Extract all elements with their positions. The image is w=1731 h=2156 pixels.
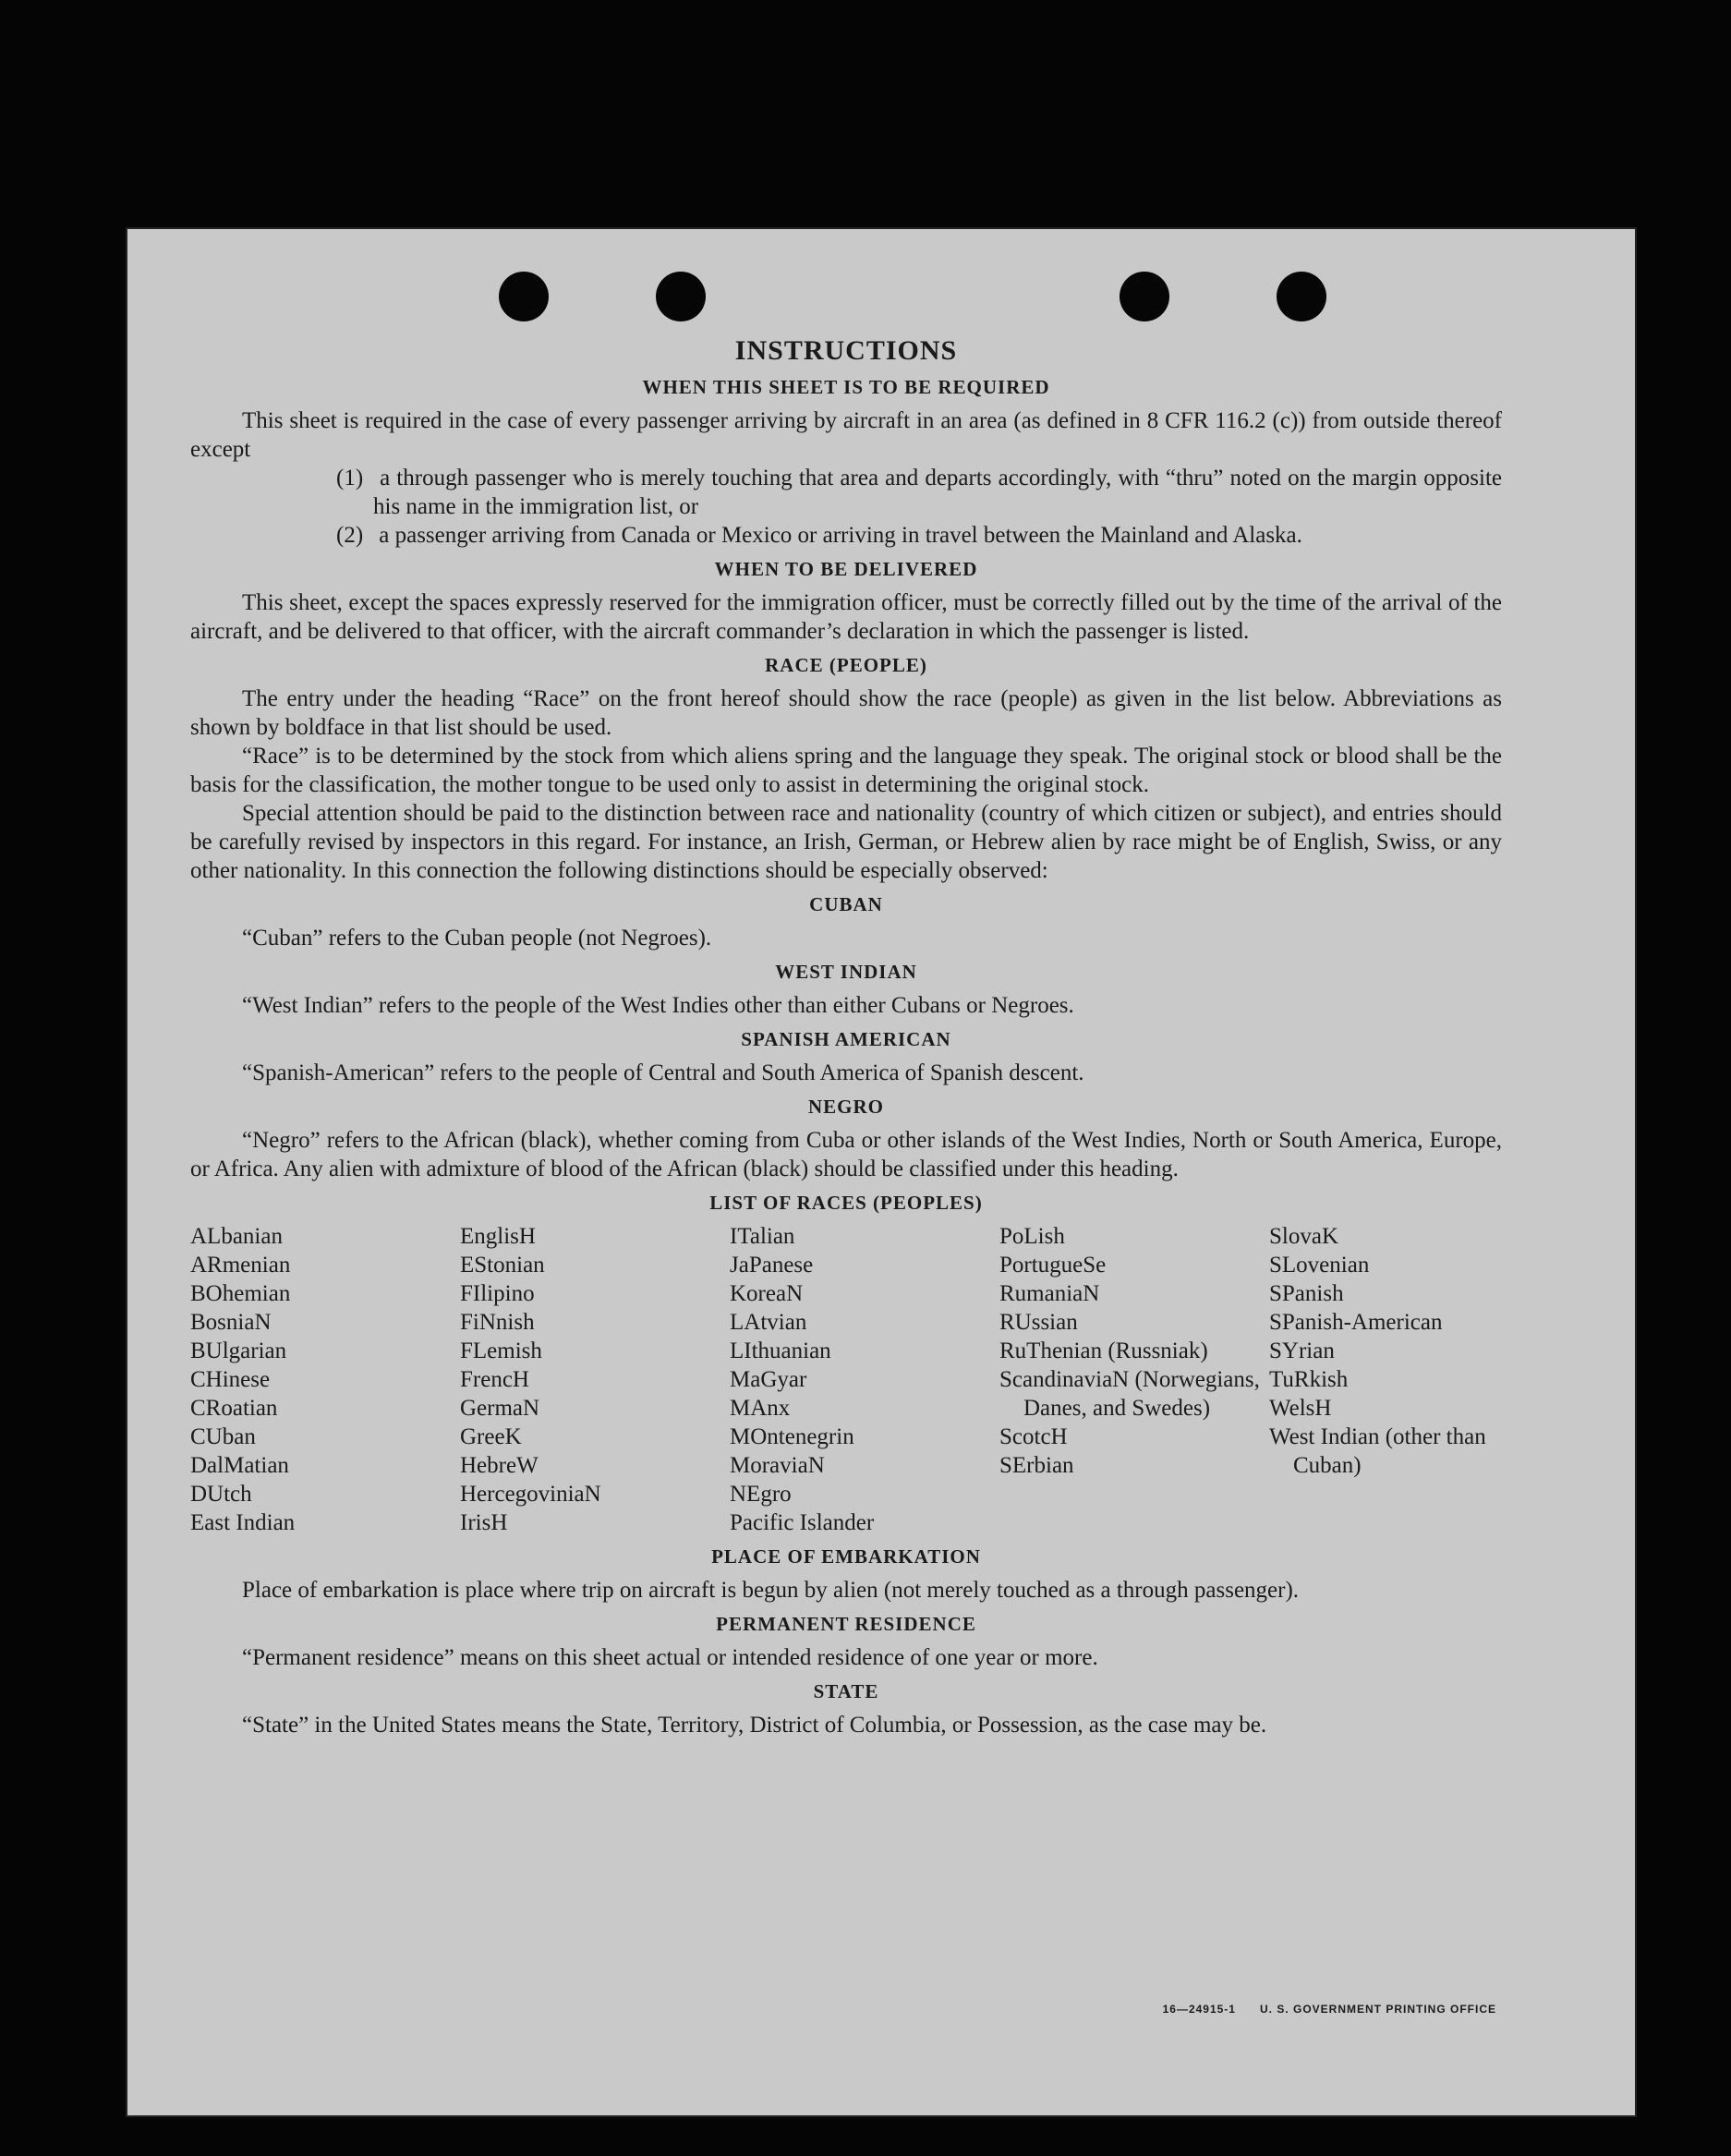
race-item: LIthuanian	[730, 1338, 831, 1363]
form-number: 16—24915-1	[1162, 2003, 1236, 2016]
exception-item	[190, 521, 1502, 550]
race-item: WelsH	[1269, 1396, 1332, 1421]
spanish-american-text: “Spanish-American” refers to the people of Central and South America of Spanish descent.	[242, 1060, 1084, 1085]
race-item: ALbanian	[190, 1224, 283, 1249]
state-text: “State” in the United States means the State, Territory, District of Columbia, or Possession, as the case may be.	[242, 1713, 1267, 1738]
race-item: RumaniaN	[999, 1281, 1100, 1306]
exception-number: (2)	[336, 523, 364, 548]
race-item: SlovaK	[1269, 1224, 1338, 1249]
race-item: HebreW	[460, 1453, 539, 1478]
punch-hole	[1120, 272, 1169, 321]
heading-cuban: CUBAN	[809, 893, 883, 915]
race-item: KoreaN	[730, 1281, 804, 1306]
race-item: FLemish	[460, 1338, 542, 1363]
cuban-text: “Cuban” refers to the Cuban people (not Negroes).	[242, 926, 712, 951]
race-item: HercegoviniaN	[460, 1482, 601, 1507]
race-item: LAtvian	[730, 1310, 807, 1335]
race-paragraph: The entry under the heading “Race” on the front hereof should show the race (people) as given in the list below. Abbreviations as shown by boldface in that list should be used.	[190, 686, 1502, 740]
instructions-content	[190, 335, 1502, 1739]
race-item: SPanish	[1269, 1281, 1344, 1306]
race-item: JaPanese	[730, 1253, 814, 1278]
race-item: BUlgarian	[190, 1338, 287, 1363]
race-item: ScandinaviaN (Norwegians, Danes, and Swedes)	[999, 1367, 1260, 1421]
race-item: CHinese	[190, 1367, 271, 1392]
punch-hole	[656, 272, 706, 321]
printer-credit: U. S. GOVERNMENT PRINTING OFFICE	[1259, 2003, 1496, 2016]
heading-negro: NEGRO	[807, 1096, 884, 1118]
race-item: West Indian (other than Cuban)	[1269, 1424, 1486, 1478]
race-item: TuRkish	[1269, 1367, 1349, 1392]
race-item: SPanish-American	[1269, 1310, 1443, 1335]
punch-hole	[1277, 272, 1326, 321]
heading-when-delivered: WHEN TO BE DELIVERED	[714, 558, 978, 580]
race-item: MAnx	[730, 1396, 791, 1421]
race-item: FiNnish	[460, 1310, 535, 1335]
race-item: SLovenian	[1269, 1253, 1370, 1278]
race-item: GermaN	[460, 1396, 540, 1421]
race-item: BosniaN	[190, 1310, 272, 1335]
race-item: PoLish	[999, 1224, 1065, 1249]
races-list	[190, 1222, 1502, 1537]
race-item: RUssian	[999, 1310, 1078, 1335]
race-item: DalMatian	[190, 1453, 289, 1478]
race-item: MaGyar	[730, 1367, 807, 1392]
race-item: SErbian	[999, 1453, 1074, 1478]
heading-when-required: WHEN THIS SHEET IS TO BE REQUIRED	[642, 376, 1050, 398]
footer	[1139, 2003, 1496, 2016]
races-column	[730, 1222, 999, 1537]
embarkation-text: Place of embarkation is place where trip on aircraft is begun by alien (not merely touched as a through passenger).	[242, 1578, 1300, 1603]
when-required-intro: This sheet is required in the case of every passenger arriving by aircraft in an area (as defined in 8 CFR 116.2 (c)) from outside thereof except	[190, 408, 1502, 462]
heading-list-of-races: LIST OF RACES (PEOPLES)	[709, 1192, 983, 1214]
heading-state: STATE	[813, 1680, 879, 1702]
heading-west-indian: WEST INDIAN	[775, 961, 917, 983]
race-item: FIlipino	[460, 1281, 535, 1306]
race-item: NEgro	[730, 1482, 792, 1507]
exception-number: (1)	[336, 466, 364, 491]
race-item: ScotcH	[999, 1424, 1068, 1449]
race-item: MoraviaN	[730, 1453, 825, 1478]
negro-text: “Negro” refers to the African (black), whether coming from Cuba or other islands of the West Indies, North or South America, Europe, or Africa. Any alien with admixture of blood of the African (black) should be classified under this heading.	[190, 1128, 1502, 1181]
race-item: GreeK	[460, 1424, 522, 1449]
race-item: SYrian	[1269, 1338, 1335, 1363]
race-item: CUban	[190, 1424, 256, 1449]
residence-text: “Permanent residence” means on this sheet actual or intended residence of one year or more.	[242, 1645, 1098, 1670]
race-item: ITalian	[730, 1224, 795, 1249]
race-item: EnglisH	[460, 1224, 536, 1249]
race-paragraph: Special attention should be paid to the distinction between race and nationality (country of which citizen or subject), and entries should be carefully revised by inspectors in this regard. For instance, an Irish, German, or Hebrew alien by race might be of English, Swiss, or any other nationality. In this connection the following distinctions should be especially observed:	[190, 801, 1502, 883]
races-column	[1269, 1222, 1509, 1537]
race-paragraph: “Race” is to be determined by the stock from which aliens spring and the language they speak. The original stock or blood shall be the basis for the classification, the mother tongue to be used only to assist in determining the original stock.	[190, 744, 1502, 797]
document-sheet	[127, 229, 1635, 2115]
race-item: IrisH	[460, 1510, 508, 1535]
race-item: PortugueSe	[999, 1253, 1107, 1278]
race-item: CRoatian	[190, 1396, 278, 1421]
page-title: INSTRUCTIONS	[734, 335, 958, 366]
exception-text: a passenger arriving from Canada or Mexico or arriving in travel between the Mainland and Alaska.	[379, 523, 1302, 548]
heading-race: RACE (PEOPLE)	[765, 654, 927, 676]
races-column	[190, 1222, 460, 1537]
heading-embarkation: PLACE OF EMBARKATION	[711, 1545, 981, 1568]
when-delivered-text: This sheet, except the spaces expressly reserved for the immigration officer, must be correctly filled out by the time of the arrival of the aircraft, and be delivered to that officer, with the aircraft commander’s declaration in which the passenger is listed.	[190, 590, 1502, 644]
race-item: FrencH	[460, 1367, 529, 1392]
races-column	[999, 1222, 1269, 1537]
race-item: MOntenegrin	[730, 1424, 854, 1449]
exception-text: a through passenger who is merely touching that area and departs accordingly, with “thru” noted on the margin opposite his name in the immigration list, or	[373, 466, 1502, 519]
heading-residence: PERMANENT RESIDENCE	[716, 1613, 976, 1635]
west-indian-text: “West Indian” refers to the people of the West Indies other than either Cubans or Negroes.	[242, 993, 1074, 1018]
race-item: ARmenian	[190, 1253, 291, 1278]
punch-hole	[499, 272, 549, 321]
race-item: East Indian	[190, 1510, 296, 1535]
heading-spanish-american: SPANISH AMERICAN	[741, 1028, 951, 1050]
race-item: DUtch	[190, 1482, 252, 1507]
exception-item	[190, 464, 1502, 521]
race-item: Pacific Islander	[730, 1510, 875, 1535]
race-item: RuThenian (Russniak)	[999, 1338, 1208, 1363]
race-item: BOhemian	[190, 1281, 291, 1306]
race-item: EStonian	[460, 1253, 545, 1278]
races-column	[460, 1222, 730, 1537]
